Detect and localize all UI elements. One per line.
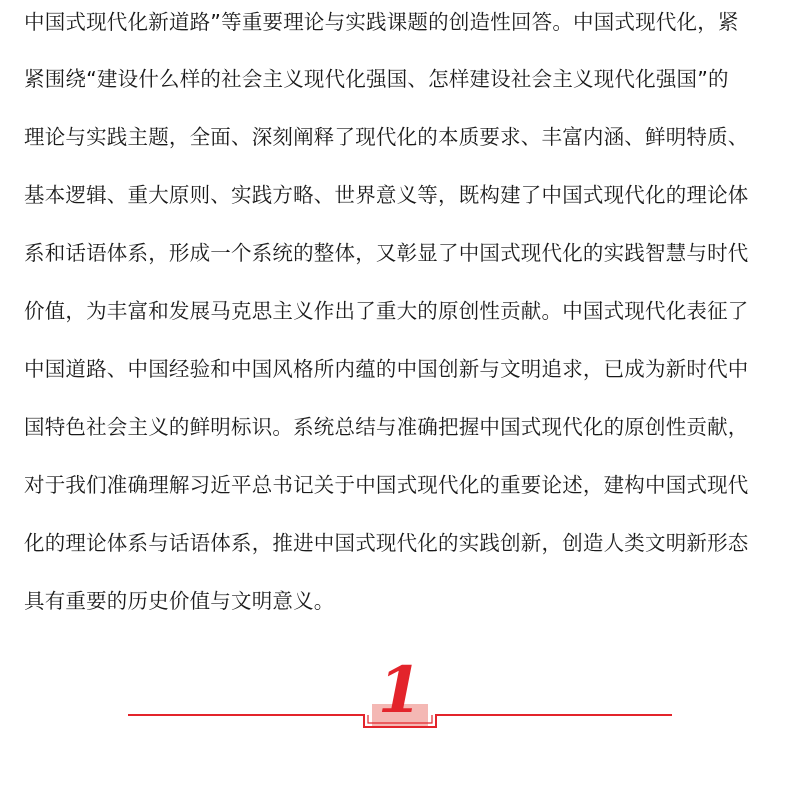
section-divider-graphic bbox=[0, 640, 800, 750]
paragraph-line: 理论与实践主题，全面、深刻阐释了现代化的本质要求、丰富内涵、鲜明特质、 bbox=[24, 125, 749, 149]
paragraph-line: 具有重要的历史价值与文明意义。 bbox=[24, 589, 335, 613]
paragraph-line: 系和话语体系，形成一个系统的整体，又彰显了中国式现代化的实践智慧与时代 bbox=[24, 241, 749, 265]
section-number: 1 bbox=[377, 653, 423, 728]
paragraph-line: 基本逻辑、重大原则、实践方略、世界意义等，既构建了中国式现代化的理论体 bbox=[24, 183, 749, 207]
paragraph-line: 国特色社会主义的鲜明标识。系统总结与准确把握中国式现代化的原创性贡献， bbox=[24, 415, 749, 439]
paragraph-line: 价值，为丰富和发展马克思主义作出了重大的原创性贡献。中国式现代化表征了 bbox=[24, 299, 749, 323]
paragraph-line: 化的理论体系与话语体系，推进中国式现代化的实践创新，创造人类文明新形态 bbox=[24, 531, 749, 555]
article-body bbox=[24, 0, 784, 636]
section-divider bbox=[0, 640, 800, 750]
paragraph-line: 紧围绕“建设什么样的社会主义现代化强国、怎样建设社会主义现代化强国”的 bbox=[24, 67, 729, 91]
paragraph-line: 中国式现代化新道路”等重要理论与实践课题的创造性回答。中国式现代化，紧 bbox=[24, 10, 739, 34]
paragraph-line: 对于我们准确理解习近平总书记关于中国式现代化的重要论述，建构中国式现代 bbox=[24, 473, 749, 497]
paragraph-line: 中国道路、中国经验和中国风格所内蕴的中国创新与文明追求，已成为新时代中 bbox=[24, 357, 749, 381]
